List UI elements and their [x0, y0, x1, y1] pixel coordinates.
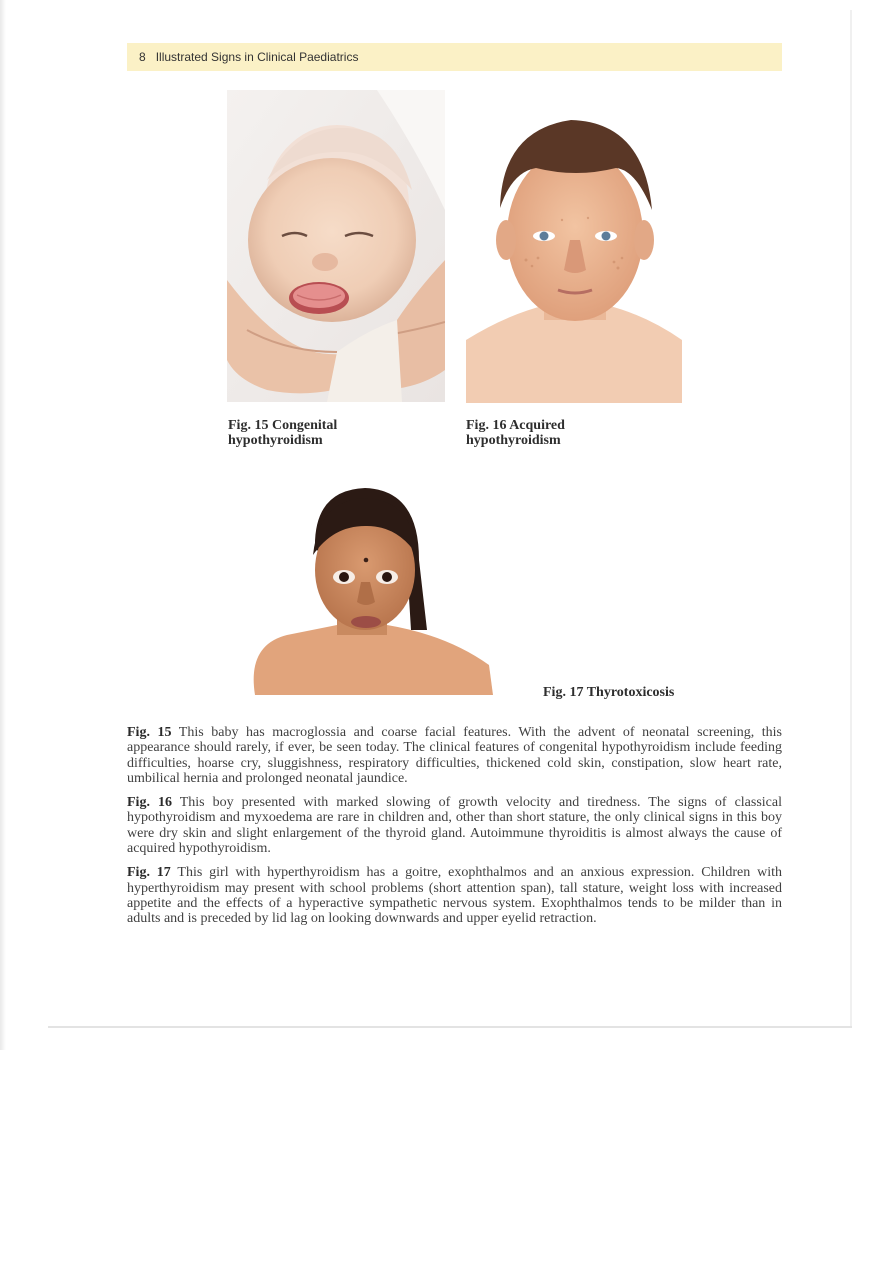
figure-16-photo	[466, 90, 682, 403]
paragraph-text: This girl with hyperthyroidism has a goitre, exophthalmos and an anxious expression. Children with hyperthyroidism may present with school problems (short attention span), tall stature, weight loss with increased appetite and the effects of a hyperactive sympathetic nervous system. Exophthalmos tends to be milder than in adults and is preceded by lid lag on looking downwards and upper eyelid retraction.	[127, 865, 782, 927]
body-text	[127, 725, 782, 936]
paragraph-label: Fig. 15	[127, 725, 172, 740]
figure-17-caption-line1: Thyrotoxicosis	[586, 685, 675, 700]
figure-17-label: Fig. 17	[543, 685, 584, 700]
figure-15-caption-line2: hypothyroidism	[228, 433, 323, 448]
book-title: Illustrated Signs in Clinical Paediatrics	[155, 50, 359, 64]
page-edge-right	[850, 10, 852, 1026]
figure-16-caption-line2: hypothyroidism	[466, 433, 561, 448]
paragraph-fig-15	[127, 725, 782, 786]
paragraph-fig-16	[127, 795, 782, 856]
figure-15-caption-line1: Congenital	[271, 418, 338, 433]
page-number: 8	[139, 50, 146, 64]
figure-16-caption-line1: Acquired	[509, 418, 565, 433]
paragraph-text: This boy presented with marked slowing of growth velocity and tiredness. The signs of classical hypothyroidism and myxoedema are rare in children and, other than short stature, the only clinical signs in this boy were dry skin and slight enlargement of the thyroid gland. Autoimmune thyroiditis is almost always the cause of acquired hypothyroidism.	[127, 795, 782, 857]
running-header	[127, 43, 782, 71]
figure-15-caption	[228, 418, 438, 448]
figure-17-photo	[227, 470, 493, 695]
paragraph-fig-17	[127, 865, 782, 926]
paragraph-label: Fig. 17	[127, 865, 171, 881]
figure-15-label: Fig. 15	[228, 418, 269, 433]
paragraph-label: Fig. 16	[127, 795, 172, 811]
page-edge-shadow	[0, 0, 6, 1050]
figure-16-caption	[466, 418, 676, 448]
figure-15-photo	[227, 90, 445, 402]
page-bottom-edge	[48, 1026, 852, 1028]
paragraph-text: This baby has macroglossia and coarse facial features. With the advent of neonatal screening, this appearance should rarely, if ever, be seen today. The clinical features of congenital hypothyroidism include feeding difficulties, hoarse cry, sluggishness, respiratory difficulties, thickened cold skin, constipation, slow heart rate, umbilical hernia and prolonged neonatal jaundice.	[127, 725, 782, 786]
figure-16-label: Fig. 16	[466, 418, 507, 433]
figure-17-caption	[543, 685, 763, 700]
